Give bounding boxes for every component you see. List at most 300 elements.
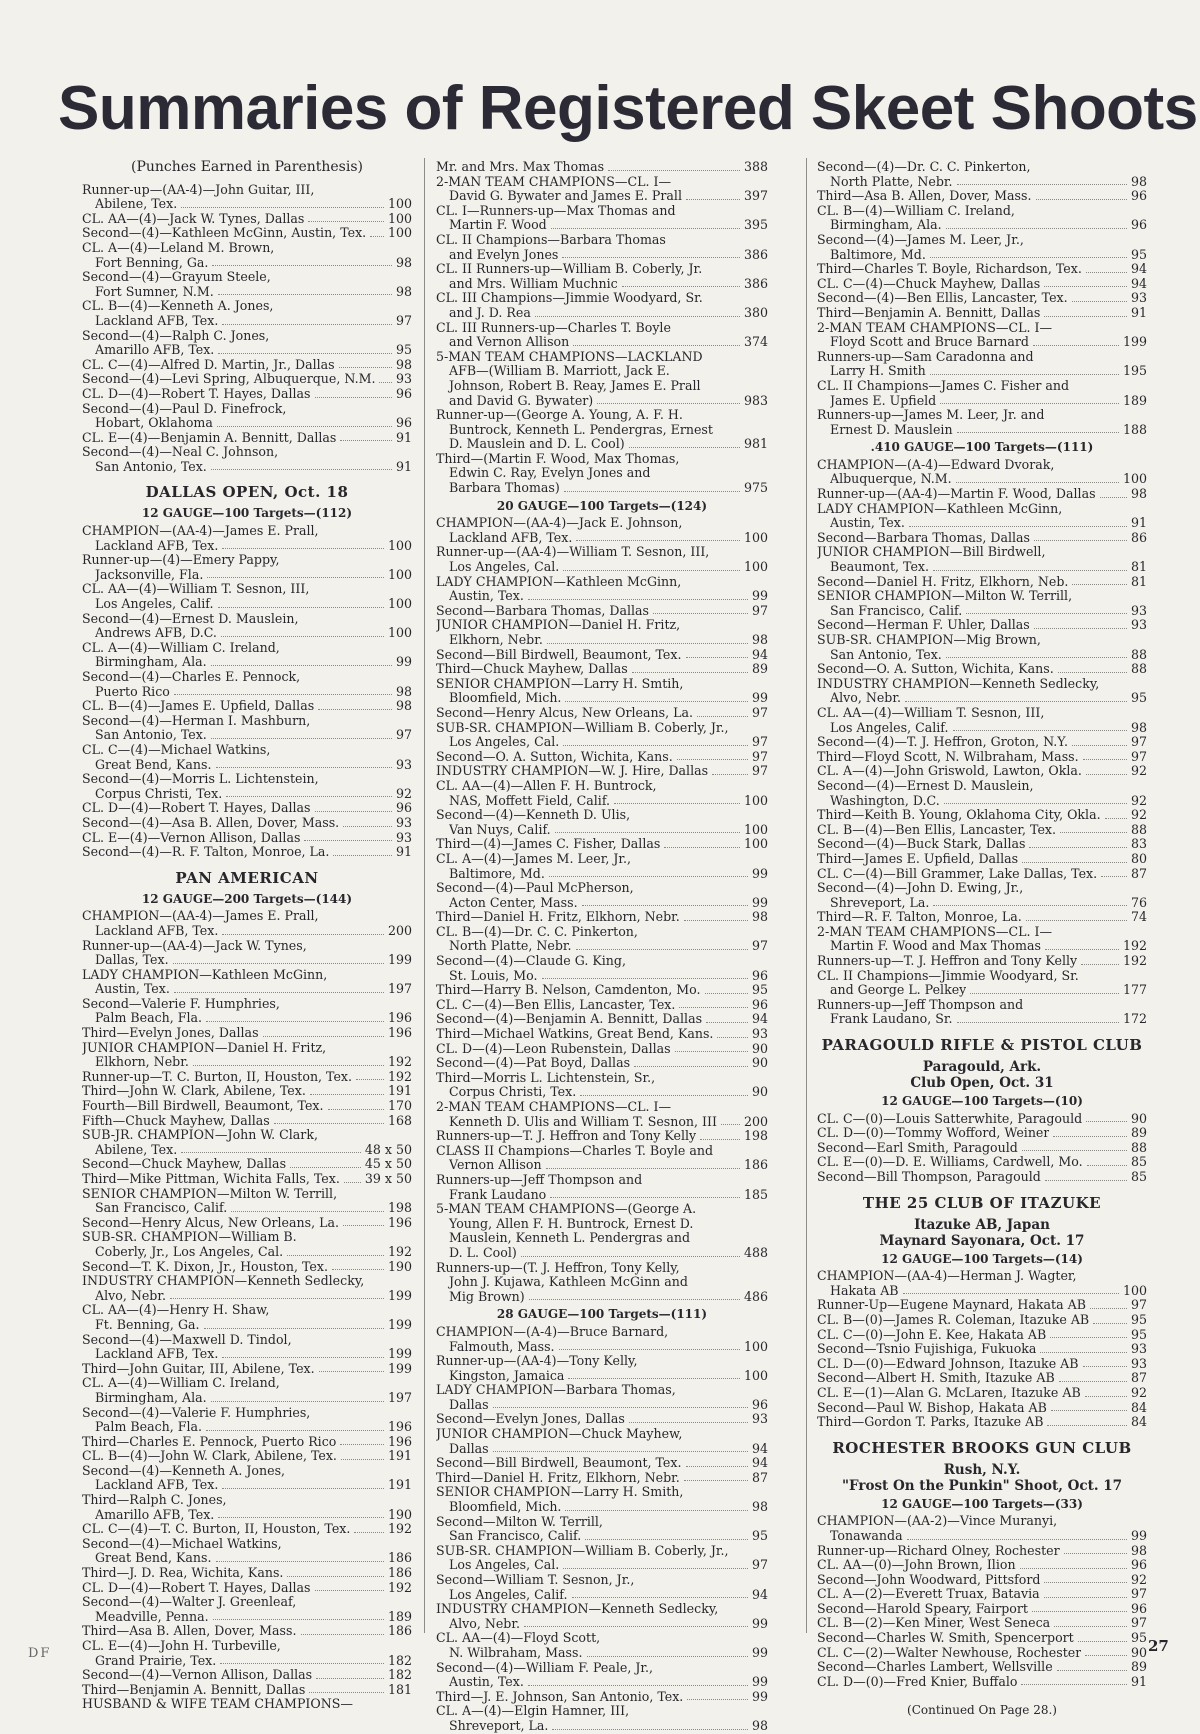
- score: 93: [1130, 602, 1147, 618]
- score: 48 x 50: [364, 1141, 412, 1157]
- result-entry: INDUSTRY CHAMPION—W. J. Hire, Dallas: [436, 764, 709, 779]
- result-line: Second—(4)—Kenneth D. Ulis,: [436, 808, 631, 823]
- score: 93: [395, 829, 412, 845]
- result-entry: Puerto Rico: [95, 684, 170, 699]
- dot-leader: [315, 1590, 384, 1591]
- result-row: [436, 1115, 768, 1130]
- dot-leader: [564, 491, 740, 492]
- result-row: [82, 1624, 412, 1639]
- result-entry: Third—Asa B. Allen, Dover, Mass.: [82, 1624, 297, 1639]
- result-entry: CL. AA—(4)—Jack W. Tynes, Dallas: [82, 211, 305, 226]
- result-entry: San Antonio, Tex.: [95, 459, 207, 474]
- result-row: [82, 1172, 412, 1187]
- gauge-subheading: 12 GAUGE—100 Targets—(14): [881, 1251, 1083, 1266]
- score: 92: [395, 785, 412, 801]
- dot-leader: [634, 1066, 748, 1067]
- score: 98: [395, 683, 412, 699]
- result-row: [82, 1581, 412, 1596]
- dot-leader: [308, 221, 384, 222]
- score: 93: [751, 1026, 768, 1042]
- score: 93: [395, 814, 412, 830]
- dot-leader: [206, 1430, 384, 1431]
- result-row: [82, 358, 412, 373]
- score: 95: [1130, 690, 1147, 706]
- result-entry: Alvo, Nebr.: [449, 1616, 520, 1631]
- result-row: [82, 728, 412, 743]
- result-entry: Coberly, Jr., Los Angeles, Cal.: [95, 1244, 284, 1259]
- dot-leader: [563, 745, 748, 746]
- score: 99: [751, 690, 768, 706]
- result-row: [817, 1126, 1147, 1141]
- result-row: [817, 1371, 1147, 1386]
- dot-leader: [1059, 1381, 1127, 1382]
- result-row: [817, 662, 1147, 677]
- footer-fragment: DF: [28, 1646, 52, 1661]
- score: 88: [1130, 646, 1147, 662]
- dot-leader: [529, 1299, 740, 1300]
- score: 97: [751, 1557, 768, 1573]
- result-row: [817, 1616, 1147, 1631]
- result-entry: Second—Daniel H. Fritz, Elkhorn, Neb.: [817, 574, 1069, 589]
- result-row: [436, 1442, 768, 1457]
- score: 98: [1130, 173, 1147, 189]
- score: 96: [395, 800, 412, 816]
- result-row: [817, 394, 1147, 409]
- result-line: Second—(4)—John D. Ewing, Jr.,: [817, 881, 1024, 896]
- score: 199: [387, 1360, 412, 1376]
- result-row: [436, 1158, 768, 1173]
- event-heading: DALLAS OPEN, Oct. 18: [145, 483, 349, 502]
- result-entry: Austin, Tex.: [95, 982, 170, 997]
- result-row: [82, 831, 412, 846]
- result-row: [82, 1508, 412, 1523]
- result-row: [82, 431, 412, 446]
- result-row: [82, 953, 412, 968]
- result-row: [82, 1566, 412, 1581]
- score: 76: [1130, 894, 1147, 910]
- result-row: [436, 1456, 768, 1471]
- result-row: [82, 1683, 412, 1698]
- result-row: [817, 954, 1147, 969]
- result-line: Second—(4)—Walter J. Greenleaf,: [82, 1595, 297, 1610]
- result-entry: D. Mauslein and D. L. Cool): [449, 437, 625, 452]
- result-entry: San Francisco, Calif.: [830, 603, 963, 618]
- dot-leader: [333, 855, 392, 856]
- result-entry: Second—John Woodward, Pittsford: [817, 1572, 1041, 1587]
- result-line: CHAMPION—(AA-4)—James E. Prall,: [82, 524, 319, 539]
- result-row: [82, 539, 412, 554]
- result-row: [817, 1587, 1147, 1602]
- score: 81: [1130, 559, 1147, 575]
- dot-leader: [218, 294, 392, 295]
- result-row: [817, 604, 1147, 619]
- dot-leader: [1057, 1670, 1127, 1671]
- result-entry: Kingston, Jamaica: [449, 1368, 565, 1383]
- dot-leader: [686, 199, 740, 200]
- event-subheading: Itazuke AB, Japan: [914, 1216, 1050, 1233]
- result-entry: Los Angeles, Cal.: [449, 1558, 560, 1573]
- result-entry: CL. C—(2)—Walter Newhouse, Rochester: [817, 1645, 1082, 1660]
- result-row: [436, 1719, 768, 1734]
- dot-leader: [218, 607, 384, 608]
- score: 94: [1130, 261, 1147, 277]
- result-row: [82, 212, 412, 227]
- score: 99: [1130, 1527, 1147, 1543]
- result-entry: Martin F. Wood and Max Thomas: [830, 939, 1041, 954]
- event-subheading: Club Open, Oct. 31: [910, 1075, 1054, 1092]
- score: 90: [751, 1040, 768, 1056]
- result-line: INDUSTRY CHAMPION—Kenneth Sedlecky,: [82, 1274, 365, 1289]
- result-entry: Dallas: [449, 1441, 489, 1456]
- result-line: Third—Ralph C. Jones,: [82, 1493, 227, 1508]
- score: 91: [395, 844, 412, 860]
- result-entry: Abilene, Tex.: [95, 1142, 178, 1157]
- result-entry: Floyd Scott and Bruce Barnard: [830, 335, 1029, 350]
- result-row: [436, 248, 768, 263]
- score: 80: [1130, 850, 1147, 866]
- result-entry: and Vernon Allison: [449, 335, 570, 350]
- dot-leader: [315, 811, 392, 812]
- result-entry: Runner-up—T. C. Burton, II, Houston, Tex.: [82, 1069, 353, 1084]
- dot-leader: [1086, 774, 1127, 775]
- result-row: [82, 699, 412, 714]
- result-entry: Second—(4)—Ben Ellis, Lancaster, Tex.: [817, 291, 1068, 306]
- result-entry: Palm Beach, Fla.: [95, 1011, 203, 1026]
- result-line: Second—(4)—Neal C. Johnson,: [82, 445, 279, 460]
- score: 386: [743, 275, 768, 291]
- score: 177: [1122, 982, 1147, 998]
- dot-leader: [1058, 672, 1127, 673]
- dot-leader: [614, 803, 740, 804]
- dot-leader: [664, 847, 740, 848]
- result-entry: Second—Bill Birdwell, Beaumont, Tex.: [436, 647, 682, 662]
- result-row: [82, 1289, 412, 1304]
- result-entry: Third—Mike Pittman, Wichita Falls, Tex.: [82, 1172, 340, 1186]
- event-subheading: Rush, N.Y.: [943, 1461, 1021, 1478]
- dot-leader: [1036, 199, 1127, 200]
- result-row: [436, 867, 768, 882]
- result-line: Runner-up—(AA-4)—William T. Sesnon, III,: [436, 545, 710, 560]
- dot-leader: [287, 1576, 384, 1577]
- dot-leader: [559, 1349, 740, 1350]
- score: 91: [1130, 304, 1147, 320]
- dot-leader: [217, 426, 392, 427]
- result-line: 5-MAN TEAM CHAMPIONS—LACKLAND: [436, 349, 703, 364]
- result-row: [436, 1617, 768, 1632]
- dot-leader: [1047, 1425, 1127, 1426]
- dot-leader: [493, 1407, 748, 1408]
- result-entry: CL. D—(4)—Robert T. Hayes, Dallas: [82, 801, 311, 816]
- result-row: [82, 1084, 412, 1099]
- result-entry: Austin, Tex.: [449, 589, 524, 604]
- result-line: Second—(4)—Kenneth A. Jones,: [82, 1463, 286, 1478]
- score: 100: [387, 625, 412, 641]
- dot-leader: [552, 1729, 748, 1730]
- result-entry: Second—Albert H. Smith, Itazuke AB: [817, 1371, 1055, 1386]
- result-entry: Second—Evelyn Jones, Dallas: [436, 1412, 625, 1427]
- result-line: Mauslein, Kenneth L. Pendergras and: [449, 1231, 691, 1246]
- dot-leader: [379, 382, 391, 383]
- result-entry: Birmingham, Ala.: [95, 655, 207, 670]
- dot-leader: [675, 1051, 748, 1052]
- result-line: Second—William T. Sesnon, Jr.,: [436, 1573, 635, 1587]
- dot-leader: [222, 324, 392, 325]
- score: 93: [395, 756, 412, 772]
- result-entry: Bloomfield, Mich.: [449, 1500, 562, 1515]
- result-row: [82, 1201, 412, 1216]
- result-row: [82, 982, 412, 997]
- result-line: SENIOR CHAMPION—Milton W. Terrill,: [82, 1186, 338, 1201]
- result-row: [817, 516, 1147, 531]
- score: 190: [387, 1258, 412, 1274]
- score: 198: [387, 1200, 412, 1216]
- result-entry: Second—(4)—Vernon Allison, Dallas: [82, 1668, 313, 1683]
- result-line: INDUSTRY CHAMPION—Kenneth Sedlecky,: [436, 1602, 719, 1617]
- result-entry: Second—Bill Birdwell, Beaumont, Tex.: [436, 1456, 682, 1471]
- result-row: [82, 655, 412, 670]
- dot-leader: [290, 1167, 361, 1168]
- result-entry: Third—James E. Upfield, Dallas: [817, 851, 1019, 866]
- result-line: CL. AA—(4)—William T. Sesnon, III,: [817, 705, 1045, 720]
- score: 196: [387, 1214, 412, 1230]
- result-row: [817, 1386, 1147, 1401]
- result-row: [436, 1129, 768, 1144]
- score: 92: [1130, 807, 1147, 823]
- dot-leader: [697, 716, 748, 717]
- result-entry: Abilene, Tex.: [95, 197, 178, 212]
- dot-leader: [1093, 1323, 1127, 1324]
- result-row: [817, 618, 1147, 633]
- result-entry: Larry H. Smith: [830, 364, 926, 379]
- score: 199: [387, 1287, 412, 1303]
- dot-leader: [684, 920, 748, 921]
- dot-leader: [957, 184, 1127, 185]
- result-row: [436, 1340, 768, 1355]
- score: 93: [1130, 1341, 1147, 1357]
- dot-leader: [717, 1037, 748, 1038]
- score: 88: [1130, 821, 1147, 837]
- gauge-subheading: 12 GAUGE—200 Targets—(144): [141, 891, 353, 906]
- dot-leader: [341, 1459, 384, 1460]
- result-entry: James E. Upfield: [830, 393, 937, 408]
- result-line: Second—(4)—Maxwell D. Tindol,: [82, 1332, 292, 1347]
- result-entry: Third—R. F. Talton, Monroe, La.: [817, 910, 1022, 925]
- score: 95: [1130, 1326, 1147, 1342]
- score: 97: [1130, 1586, 1147, 1602]
- result-entry: Second—(4)—Benjamin A. Bennitt, Dallas: [436, 1012, 703, 1027]
- dot-leader: [528, 599, 748, 600]
- dot-leader: [216, 1561, 384, 1562]
- dot-leader: [562, 257, 740, 258]
- result-line: 2-MAN TEAM CHAMPIONS—CL. I—: [817, 924, 1053, 939]
- dot-leader: [340, 1444, 384, 1445]
- result-line: CL. II Champions—Barbara Thomas: [436, 232, 666, 247]
- score: 192: [387, 1579, 412, 1595]
- score: 191: [387, 1448, 412, 1464]
- result-row: [82, 1011, 412, 1026]
- result-entry: Lackland AFB, Tex.: [95, 923, 219, 938]
- score: 97: [395, 727, 412, 743]
- dot-leader: [213, 1619, 384, 1620]
- result-entry: CL. E—(4)—Benjamin A. Bennitt, Dallas: [82, 430, 337, 445]
- dot-leader: [170, 1298, 384, 1299]
- result-row: [817, 1313, 1147, 1328]
- result-entry: Third—Daniel H. Fritz, Elkhorn, Nebr.: [436, 1470, 680, 1485]
- score: 199: [1122, 334, 1147, 350]
- result-entry: Third—(4)—James C. Fisher, Dallas: [436, 837, 661, 852]
- result-row: [82, 1449, 412, 1464]
- result-row: [436, 1246, 768, 1261]
- result-entry: Hobart, Oklahoma: [95, 416, 213, 431]
- dot-leader: [970, 993, 1119, 994]
- dot-leader: [528, 1685, 748, 1686]
- result-entry: Austin, Tex.: [449, 1675, 524, 1690]
- result-row: [82, 1114, 412, 1129]
- result-entry: Fort Benning, Ga.: [95, 255, 209, 270]
- dot-leader: [930, 257, 1127, 258]
- score: 87: [1130, 1370, 1147, 1386]
- dot-leader: [318, 709, 392, 710]
- result-row: [436, 306, 768, 321]
- result-line: CL. II Runners-up—William B. Coberly, Jr.: [436, 262, 703, 277]
- score: 100: [387, 566, 412, 582]
- score: 99: [751, 1615, 768, 1631]
- result-row: [817, 1544, 1147, 1559]
- score: 45 x 50: [364, 1156, 412, 1172]
- result-entry: Frank Laudano, Sr.: [830, 1012, 953, 1027]
- event-heading: THE 25 CLUB OF ITAZUKE: [862, 1193, 1102, 1212]
- result-row: [436, 335, 768, 350]
- score: 186: [387, 1550, 412, 1566]
- result-row: [817, 472, 1147, 487]
- score: 380: [743, 304, 768, 320]
- dot-leader: [966, 613, 1127, 614]
- result-row: [436, 633, 768, 648]
- result-row: [817, 277, 1147, 292]
- score: 100: [743, 1338, 768, 1354]
- score: 98: [1130, 486, 1147, 502]
- dot-leader: [712, 774, 748, 775]
- dot-leader: [585, 1539, 748, 1540]
- score: 96: [395, 415, 412, 431]
- score: 99: [751, 1674, 768, 1690]
- result-row: [436, 394, 768, 409]
- dot-leader: [905, 701, 1127, 702]
- score: 96: [1130, 188, 1147, 204]
- score: 983: [743, 392, 768, 408]
- dot-leader: [304, 840, 392, 841]
- dot-leader: [653, 613, 748, 614]
- score: 93: [1130, 290, 1147, 306]
- score: 91: [395, 429, 412, 445]
- result-row: [817, 1155, 1147, 1170]
- dot-leader: [287, 1255, 384, 1256]
- result-row: [82, 1420, 412, 1435]
- result-row: [817, 1415, 1147, 1430]
- result-entry: CL. A—(4)—John Griswold, Lawton, Okla.: [817, 764, 1082, 779]
- dot-leader: [221, 636, 384, 637]
- result-row: [82, 460, 412, 475]
- dot-leader: [493, 1451, 748, 1452]
- result-row: [82, 226, 412, 241]
- result-row: [82, 387, 412, 402]
- dot-leader: [549, 876, 748, 877]
- dot-leader: [1060, 832, 1127, 833]
- dot-leader: [555, 832, 740, 833]
- result-line: CL. A—(4)—James M. Leer, Jr.,: [436, 851, 632, 866]
- score: 196: [387, 1010, 412, 1026]
- result-row: [817, 1298, 1147, 1313]
- result-entry: Runners-up—T. J. Heffron and Tony Kelly: [436, 1129, 697, 1144]
- dot-leader: [207, 577, 384, 578]
- dot-leader: [1083, 1366, 1127, 1367]
- result-entry: CL. E—(0)—D. E. Williams, Cardwell, Mo.: [817, 1155, 1083, 1170]
- result-entry: Lackland AFB, Tex.: [449, 530, 573, 545]
- result-row: [436, 589, 768, 604]
- result-line: Runners-up—Sam Caradonna and: [817, 349, 1034, 364]
- result-entry: Second—Herman F. Uhler, Dallas: [817, 618, 1030, 633]
- result-entry: Second—Henry Alcus, New Orleans, La.: [82, 1215, 339, 1230]
- result-line: Young, Allen F. H. Buntrock, Ernest D.: [449, 1216, 694, 1231]
- score: 199: [387, 1316, 412, 1332]
- result-entry: Corpus Christi, Tex.: [95, 786, 223, 801]
- result-entry: CL. D—(4)—Leon Rubenstein, Dallas: [436, 1041, 671, 1056]
- score: 97: [751, 602, 768, 618]
- score: 99: [751, 588, 768, 604]
- score: 90: [751, 1055, 768, 1071]
- dot-leader: [328, 1109, 384, 1110]
- score: 100: [387, 196, 412, 212]
- gauge-subheading: 20 GAUGE—100 Targets—(124): [496, 498, 708, 513]
- result-row: [436, 1056, 768, 1071]
- result-line: Runner-up—(George A. Young, A. F. H.: [436, 408, 683, 423]
- result-row: [82, 1070, 412, 1085]
- result-line: Second—(4)—Michael Watkins,: [82, 1536, 282, 1551]
- page-number: 27: [1148, 1637, 1169, 1655]
- score: 98: [395, 283, 412, 299]
- dot-leader: [1053, 1136, 1127, 1137]
- dot-leader: [687, 1699, 748, 1700]
- result-entry: CL. C—(0)—Louis Satterwhite, Paragould: [817, 1111, 1083, 1126]
- result-entry: Palm Beach, Fla.: [95, 1420, 203, 1435]
- result-row: [436, 218, 768, 233]
- score: 87: [751, 1469, 768, 1485]
- result-entry: Second—(4)—Asa B. Allen, Dover, Mass.: [82, 815, 340, 830]
- score: 92: [1130, 1384, 1147, 1400]
- result-row: [436, 706, 768, 721]
- result-entry: Second—Paul W. Bishop, Hakata AB: [817, 1400, 1047, 1415]
- score: 98: [1130, 719, 1147, 735]
- dot-leader: [568, 1378, 740, 1379]
- score: 97: [395, 312, 412, 328]
- result-row: [817, 1573, 1147, 1588]
- score: 97: [751, 938, 768, 954]
- dot-leader: [1083, 759, 1127, 760]
- result-entry: CL. E—(1)—Alan G. McLaren, Itazuke AB: [817, 1385, 1081, 1400]
- dot-leader: [226, 796, 392, 797]
- result-row: [436, 983, 768, 998]
- result-line: CL. AA—(4)—Floyd Scott,: [436, 1631, 601, 1646]
- result-entry: Bloomfield, Mich.: [449, 691, 562, 706]
- result-line: Second—(4)—Charles E. Pennock,: [82, 670, 301, 684]
- result-row: [817, 189, 1147, 204]
- result-line: LADY CHAMPION—Kathleen McGinn,: [817, 501, 1063, 516]
- result-line: LADY CHAMPION—Kathleen McGinn,: [82, 967, 328, 982]
- score: 98: [395, 356, 412, 372]
- dot-leader: [1086, 272, 1127, 273]
- dot-leader: [193, 1065, 384, 1066]
- dot-leader: [211, 1401, 384, 1402]
